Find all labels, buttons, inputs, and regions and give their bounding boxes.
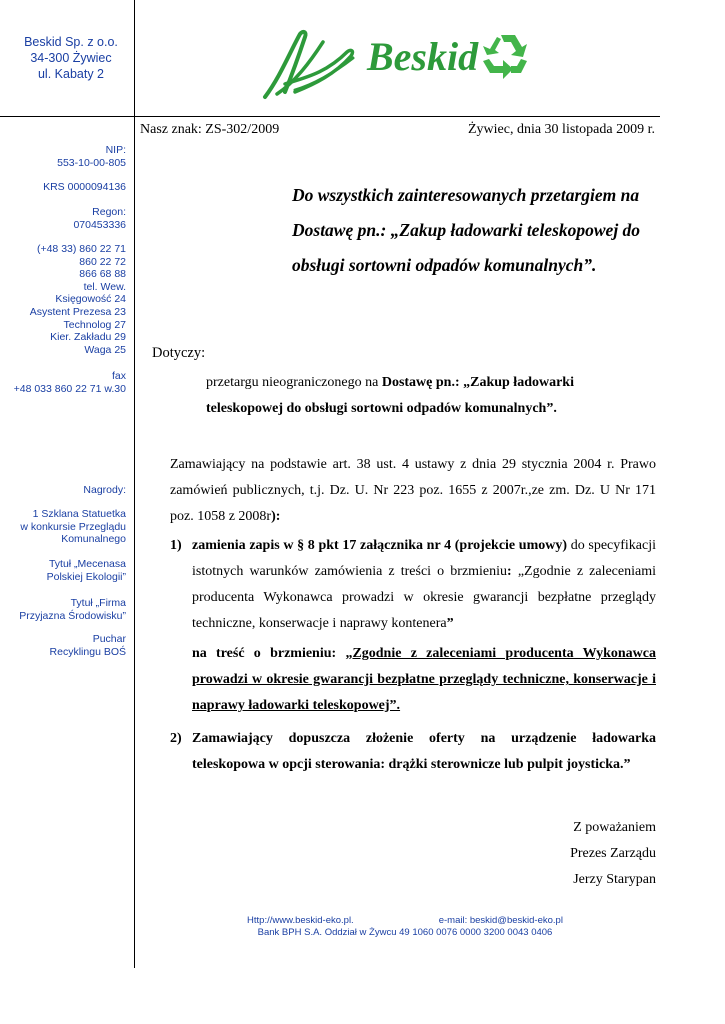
- extension-line: Asystent Prezesa 23: [29, 305, 126, 318]
- phone-line: (+48 33) 860 22 71: [36, 243, 126, 255]
- award-line: w konkursie Przeglądu: [20, 520, 126, 533]
- letter-title: Do wszystkich zainteresowanych przetargiem na Dostawę pn.: „Zakup ładowarki teleskopowej do obsługi sortowni odpadów komunalnych”.: [292, 185, 641, 275]
- item1-close: ”: [446, 616, 454, 631]
- nip-value: 553-10-00-805: [57, 156, 126, 169]
- signer-role: Prezes Zarządu: [570, 846, 656, 861]
- item1-new-open: „: [345, 646, 353, 661]
- item1-new-quote: Zgodnie z zaleceniami producenta Wykonawca prowadzi w okresie gwarancji bezpłatne przeglądy techniczne, konserwacje i naprawy ładowarki teleskopowej”.: [192, 646, 656, 713]
- krs-value: KRS 0000094136: [43, 181, 126, 193]
- extension-line: Waga 25: [84, 343, 126, 356]
- item1-new-label: na treść o brzmieniu:: [192, 646, 346, 661]
- subject-bold: Dostawę pn.: „Zakup ładowarki teleskopowej do obsługi sortowni odpadów komunalnych”.: [206, 375, 574, 416]
- logo-graphic: [255, 22, 540, 102]
- award-line: Tytuł „Mecenasa: [48, 558, 126, 570]
- awards-label: Nagrody:: [83, 484, 126, 496]
- footer-email: e-mail: beskid@beskid-eko.pl: [438, 915, 563, 926]
- award-item: [19, 597, 126, 622]
- award-item: [50, 633, 126, 658]
- item1-quote: „Zgodnie z zaleceniami producenta Wykonawca prowadzi w okresie gwarancji bezpłatne przeglądy techniczne, konserwacje i naprawy kontenera: [192, 564, 656, 631]
- item1-colon: :: [507, 564, 512, 579]
- item1-text: do specyfikacji istotnych warunków zamówienia z treści o brzmieniu: [192, 538, 657, 579]
- award-line: Przyjazna Środowisku”: [19, 609, 126, 622]
- signer-name: Jerzy Starypan: [573, 872, 656, 887]
- footer-bank: Bank BPH S.A. Oddział w Żywcu 49 1060 0076 0000 3200 0043 0406: [257, 927, 553, 938]
- regon-value: 070453336: [73, 218, 126, 231]
- intro-paragraph: [170, 452, 656, 530]
- company-city: 34-300 Żywiec: [30, 51, 112, 65]
- closing: Z poważaniem: [573, 820, 656, 835]
- fax-label: fax: [111, 370, 126, 382]
- recycle-icon: [483, 35, 527, 79]
- nip-block: [57, 144, 126, 169]
- award-line: Puchar: [92, 633, 126, 645]
- item1-bold: zamienia zapis w § 8 pkt 17 załącznika nr 4 (projekcie umowy): [192, 538, 568, 553]
- signature-block: [570, 815, 656, 893]
- regon-label: Regon:: [92, 206, 126, 218]
- award-item: [20, 508, 126, 546]
- intro-end: ):: [271, 509, 281, 524]
- nip-label: NIP:: [105, 144, 126, 156]
- phone-line: 860 22 72: [79, 255, 126, 268]
- company-street: ul. Kabaty 2: [37, 67, 104, 81]
- fax-block: [14, 370, 126, 395]
- footer: [230, 915, 580, 939]
- phone-line: 866 68 88: [79, 268, 126, 281]
- company-address: [16, 34, 126, 82]
- intro-text: Zamawiający na podstawie art. 38 ust. 4 ustawy z dnia 29 stycznia 2004 r. Prawo zamówień publicznych, t.j. Dz. U. Nr 223 poz. 1655 z 2007r.,ze zm. Dz. U Nr 171 poz. 1058 z 2008r: [170, 457, 656, 524]
- extension-line: Kier. Zakładu 29: [50, 331, 126, 344]
- regarding-label: Dotyczy:: [152, 345, 206, 361]
- subject: [206, 370, 646, 422]
- phone-block: [30, 243, 126, 356]
- list-item-1: [170, 533, 656, 719]
- award-line: Tytuł „Firma: [70, 597, 126, 609]
- beskid-logo: [255, 22, 540, 102]
- our-reference: Nasz znak: ZS-302/2009: [140, 122, 280, 137]
- extensions-label: tel. Wew.: [83, 280, 126, 293]
- award-line: Polskiej Ekologii”: [46, 570, 126, 583]
- list-item-2: [170, 726, 656, 778]
- extension-line: Technolog 27: [63, 318, 126, 331]
- item-number: 2): [170, 731, 182, 746]
- item-number: 1): [170, 538, 182, 553]
- award-line: Komunalnego: [61, 533, 126, 546]
- company-name: Beskid Sp. z o.o.: [24, 35, 118, 49]
- header-divider: [0, 116, 660, 117]
- logo-text: Beskid: [367, 34, 479, 79]
- award-item: [47, 558, 126, 583]
- place-date: Żywiec, dnia 30 listopada 2009 r.: [467, 122, 655, 137]
- item2-text: Zamawiający dopuszcza złożenie oferty na urządzenie ładowarka teleskopowa w opcji sterowania: drążki sterownicze lub pulpit joysticka.”: [192, 731, 656, 772]
- award-line: Recyklingu BOŚ: [49, 645, 126, 658]
- fax-value: +48 033 860 22 71 w.30: [13, 382, 126, 395]
- regon-block: [73, 206, 126, 231]
- item1-new-text: [170, 641, 656, 719]
- extension-line: Księgowość 24: [55, 293, 126, 306]
- vertical-divider: [134, 0, 135, 968]
- subject-prefix: przetargu nieograniczonego na: [206, 375, 382, 390]
- award-line: 1 Szklana Statuetka: [32, 508, 126, 520]
- footer-website: Http://www.beskid-eko.pl.: [247, 915, 354, 926]
